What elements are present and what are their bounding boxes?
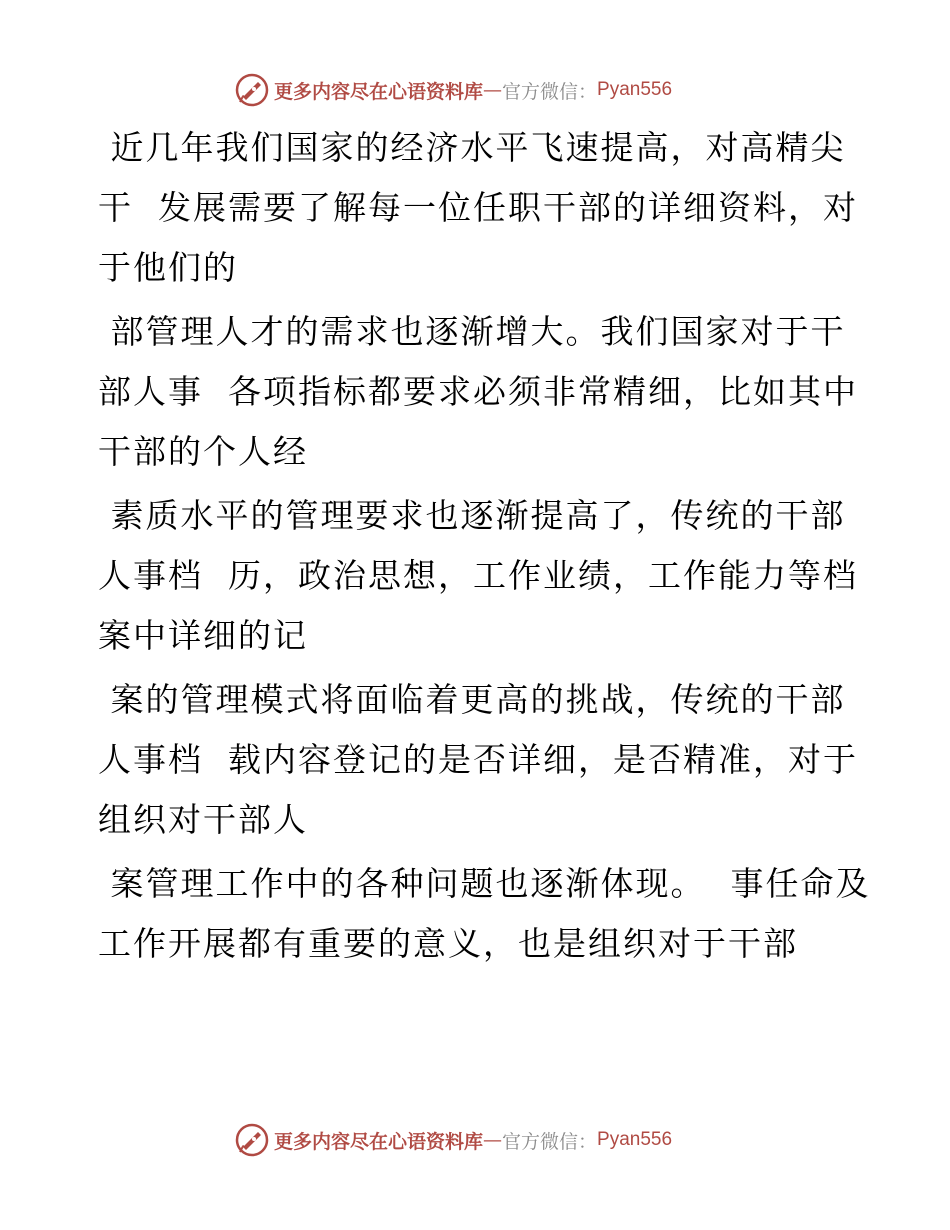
banner-title: 更多内容尽在心语资料库 [274, 1130, 484, 1153]
paragraph [98, 302, 858, 482]
text-line: 干 发展需要了解每一位任职干部的详细资料，对 [98, 188, 858, 227]
pen-nib-icon [234, 1122, 270, 1158]
banner-wechat-id: Pyan556 [597, 1129, 673, 1150]
text-line: 人事档 历，政治思想，工作业绩，工作能力等档 [98, 556, 858, 595]
banner-dash: — [483, 79, 503, 101]
paragraph [98, 854, 871, 974]
text-line: 案中详细的记 [98, 616, 308, 655]
text-line: 于他们的 [98, 248, 238, 287]
header-banner [0, 70, 950, 110]
banner-title: 更多内容尽在心语资料库 [274, 80, 484, 103]
paragraph [98, 670, 858, 850]
text-line: 人事档 载内容登记的是否详细，是否精准，对于 [98, 740, 858, 779]
footer-banner [0, 1120, 950, 1160]
paragraph [98, 118, 858, 298]
text-line: 案管理工作中的各种问题也逐渐体现。 事任命及 [98, 864, 871, 903]
paragraph [98, 486, 858, 666]
pen-nib-icon [234, 72, 270, 108]
text-line: 组织对干部人 [98, 800, 308, 839]
banner-wechat-label: 官方微信： [502, 1130, 598, 1153]
text-line: 工作开展都有重要的意义，也是组织对于干部 [98, 924, 798, 963]
banner-wechat-label: 官方微信： [502, 80, 598, 103]
banner-dash: — [483, 1129, 503, 1151]
text-line: 干部的个人经 [98, 432, 308, 471]
text-line: 部管理人才的需求也逐渐增大。我们国家对于干 [98, 312, 846, 351]
document-body [98, 118, 871, 978]
text-line: 部人事 各项指标都要求必须非常精细，比如其中 [98, 372, 858, 411]
text-line: 近几年我们国家的经济水平飞速提高，对高精尖 [98, 128, 846, 167]
text-line: 案的管理模式将面临着更高的挑战，传统的干部 [98, 680, 846, 719]
text-line: 素质水平的管理要求也逐渐提高了，传统的干部 [98, 496, 846, 535]
banner-wechat-id: Pyan556 [597, 79, 673, 100]
